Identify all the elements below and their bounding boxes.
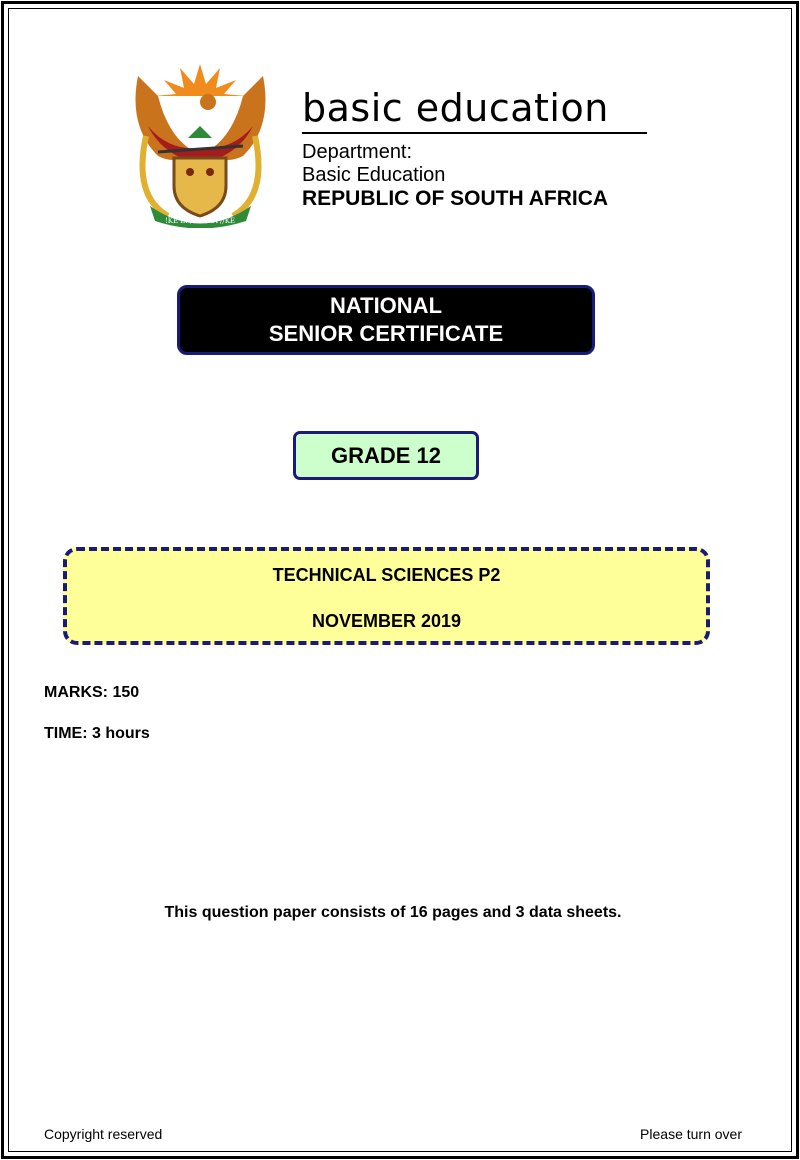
pages-note: This question paper consists of 16 pages and 3 data sheets. <box>164 904 622 921</box>
certificate-line-2: SENIOR CERTIFICATE <box>268 321 504 346</box>
certificate-banner <box>177 285 595 355</box>
subject-title: TECHNICAL SCIENCES P2 <box>272 565 501 585</box>
department-name: Basic Education <box>302 164 446 186</box>
footer-copyright: Copyright reserved <box>44 1126 163 1142</box>
footer-turn-over: Please turn over <box>640 1126 742 1142</box>
grade-box <box>293 431 479 480</box>
country-name: REPUBLIC OF SOUTH AFRICA <box>302 187 609 210</box>
subject-box <box>63 547 710 645</box>
department-block <box>302 141 445 187</box>
exam-session: NOVEMBER 2019 <box>311 611 462 631</box>
certificate-line-1: NATIONAL <box>329 293 443 318</box>
time-text: TIME: 3 hours <box>44 725 150 742</box>
brand-title: basic education <box>302 86 609 130</box>
marks-text: MARKS: 150 <box>44 684 140 701</box>
coat-of-arms-logo <box>128 56 273 228</box>
department-label: Department: <box>302 141 413 163</box>
brand-underline <box>302 132 647 134</box>
grade-label: GRADE 12 <box>330 442 442 468</box>
svg-text:!KE E: /XARRA //KE: !KE E: /XARRA //KE <box>164 217 236 225</box>
